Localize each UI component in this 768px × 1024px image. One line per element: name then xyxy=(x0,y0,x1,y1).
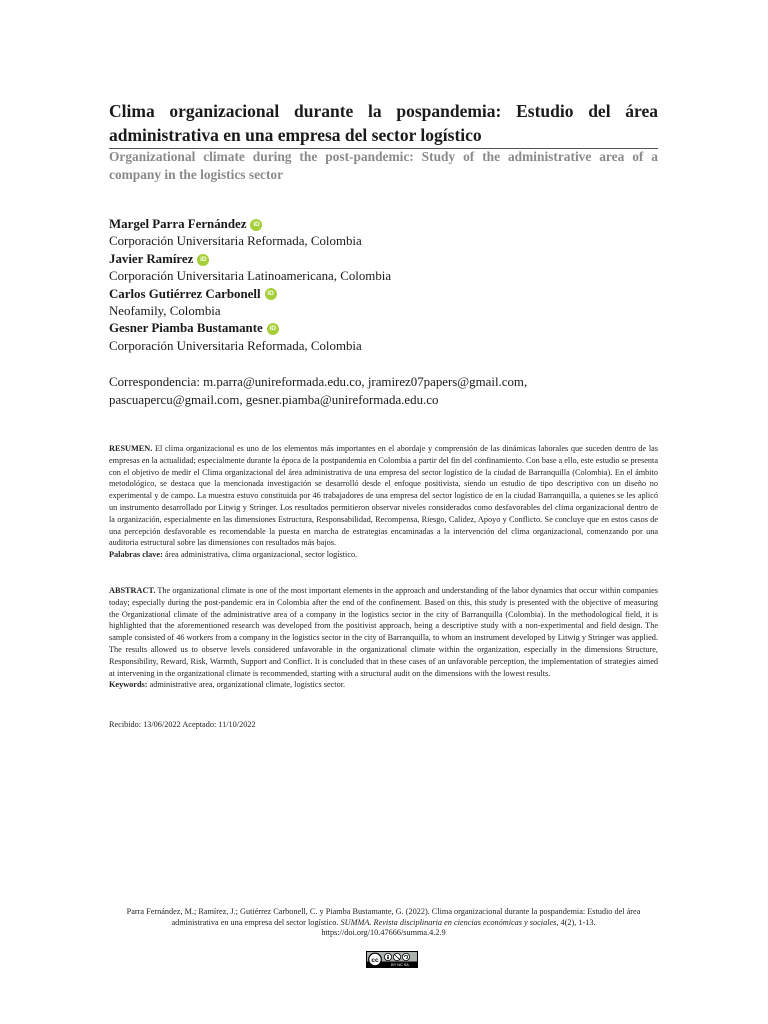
article-subtitle-english: Organizational climate during the post-pandemic: Study of the administrative area of a company in the logistics sector xyxy=(109,149,658,182)
article-title: Clima organizacional durante la pospandemia: Estudio del área administrativa en una empresa del sector logístico xyxy=(109,101,658,145)
citation-text: Parra Fernández, M.; Ramírez, J.; Gutiérrez Carbonell, C. y Piamba Bustamante, G. (2022). Clima organizacional durante la pospandemia: Estudio del área administrativa en una empresa del sector logístico. xyxy=(126,907,641,927)
author-name: Javier Ramírez xyxy=(109,251,194,266)
correspondence-line: Correspondencia: m.parra@unireformada.edu.co, jramirez07papers@gmail.com, xyxy=(109,375,528,389)
cc-by-nc-sa-license-icon[interactable] xyxy=(366,951,418,968)
license-codes: BY NC SA xyxy=(391,963,409,967)
sa-share-icon xyxy=(402,953,409,960)
author-name: Gesner Piamba Bustamante xyxy=(109,321,263,336)
resumen-text: El clima organizacional es uno de los elementos más importantes en el abordaje y comprensión de las dinámicas laborales que suceden dentro de las empresas en la actualidad; especialmente durante la época de la postpandemia en Colombia a partir del fin del confinamiento. Con base a ello, este estudio se presenta con el objetivo de medir el Clima organizacional del área administrativa de una empresa del sector logístico de la ciudad de Barranquilla (Colombia). En el ámbito metodológico, se destaca que la mencionada investigación se desarrolló desde el enfoque positivista, siendo un estudio de tipo descriptivo con un diseño no experimental y de campo. La muestra estuvo constituida por 46 trabajadores de una empresa del sector logístico de en la ciudad Barranquilla, a quienes se les aplicó un instrumento desarrollado por Litwig y Stringer. Los resultados permitieron observar niveles considerados como desfavorables del clima organizacional dentro de la organización, especialmente en las dimensiones Estructura, Responsabilidad, Recompensa, Riesgo, Calidez, Apoyo y Conflicto. Se concluye que en estos casos de una percepción desfavorable es recomendable la puesta en marcha de estrategias encaminadas a la intervención del clima organizacional, comenzando por una auditoria estructural sobre las dimensiones con resultados más bajos. xyxy=(109,444,658,548)
abstract-label: ABSTRACT. xyxy=(109,586,156,595)
keywords-label: Keywords: xyxy=(109,680,148,690)
orcid-icon[interactable]: iD xyxy=(197,254,209,266)
author-name: Carlos Gutiérrez Carbonell xyxy=(109,286,261,301)
correspondence-line: pascuapercu@gmail.com, gesner.piamba@unireformada.edu.co xyxy=(109,393,439,407)
author-affiliation: Neofamily, Colombia xyxy=(109,304,221,319)
orcid-icon[interactable]: iD xyxy=(267,323,279,335)
author-affiliation: Corporación Universitaria Latinoamericana, Colombia xyxy=(109,269,392,284)
author-name: Margel Parra Fernández xyxy=(109,217,247,231)
received-accepted-dates: Recibido: 13/06/2022 Aceptado: 11/10/2022 xyxy=(109,720,256,729)
palabras-clave-label: Palabras clave: xyxy=(109,550,163,560)
resumen-section xyxy=(109,443,658,561)
resumen-label: RESUMEN. xyxy=(109,444,153,453)
author-block xyxy=(109,286,658,321)
cc-label: cc xyxy=(371,957,379,964)
author-block xyxy=(109,320,658,355)
keywords: administrative area, organizational climate, logistics sector. xyxy=(149,680,346,690)
author-block xyxy=(109,251,658,286)
author-affiliation: Corporación Universitaria Reformada, Colombia xyxy=(109,338,362,353)
abstract-section xyxy=(109,585,658,691)
orcid-icon[interactable]: iD xyxy=(250,219,262,231)
correspondence xyxy=(109,373,658,409)
author-block xyxy=(109,216,658,251)
doi-link[interactable]: https://doi.org/10.47666/summa.4.2.9 xyxy=(321,928,446,937)
author-list xyxy=(109,216,658,355)
palabras-clave: área administrativa, clima organizacional, sector logístico. xyxy=(164,550,358,560)
orcid-icon[interactable]: iD xyxy=(265,288,277,300)
citation-volume: 4(2), 1-13. xyxy=(560,917,596,927)
license-badge-graphic xyxy=(367,952,417,967)
journal-name: SUMMA. Revista disciplinaria en ciencias económicas y sociales, xyxy=(340,917,559,927)
abstract-text: The organizational climate is one of the most important elements in the approach and understanding of the labor dynamics that occur within companies today; especially during the post-pandemic era in Colombia after the end of the confinement. Based on this, this study is presented with the objective of measuring the Organizational climate of the administrative area of a company in the logistics sector in the city of Barranquilla (Colombia). In the methodological field, it is highlighted that the aforementioned research was developed from the positivist approach, being a descriptive study with a non-experimental and field design. The sample consisted of 46 workers from a company in the logistics sector in the city of Barranquilla, to whom an instrument developed by Litwig y Stringer was applied. The results allowed us to observe levels considered unfavorable in the organizational climate within the organization, especially in the dimensions Structure, Responsibility, Reward, Risk, Warmth, Support and Conflict. It is concluded that in these cases of an unfavorable perception, the implementation of strategies aimed at intervening in the organizational climate is recommended, starting with a structural audit on the dimensions with the lowest results. xyxy=(109,586,658,678)
citation-footer xyxy=(109,907,658,939)
author-affiliation: Corporación Universitaria Reformada, Colombia xyxy=(109,234,362,249)
